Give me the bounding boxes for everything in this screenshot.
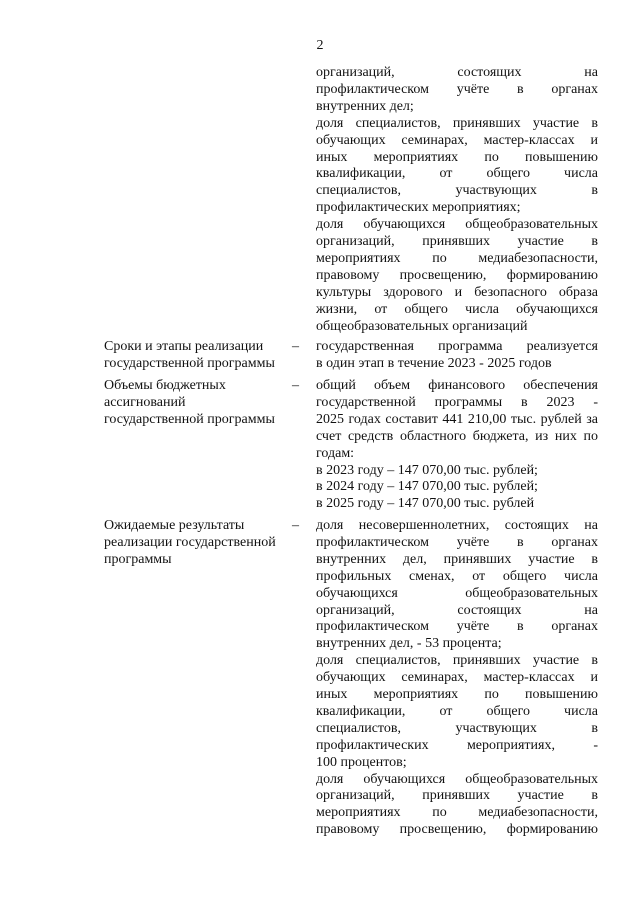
text-line: общий объем финансового обеспечения [316,378,598,393]
text-line: доля специалистов, принявших участие в [316,653,598,669]
section-dash: – [292,339,299,354]
text-line: мероприятиях по медиабезопасности, [316,805,598,821]
text-line: в 2024 году – 147 070,00 тыс. рублей; [316,479,538,495]
text-line: мероприятиях по медиабезопасности, [316,250,598,266]
text-line: внутренних дел, принявших участие в [316,551,598,567]
text-line: в 2023 году – 147 070,00 тыс. рублей; [316,462,538,478]
section-label-line: реализации государственной [104,534,276,550]
text-line: доля специалистов, принявших участие в [316,115,598,131]
text-line: государственная программа реализуется [316,339,598,354]
section-label-line: государственной программы [104,411,275,427]
section-label-line: ассигнований [104,394,186,410]
section-label-line: Объемы бюджетных [104,378,226,393]
text-line: правовому просвещению, формированию [316,267,598,283]
text-line: счет средств областного бюджета, из них по [316,428,598,444]
section-dash: – [292,378,299,393]
text-line: профилактическом учёте в органах [316,619,598,635]
text-line: жизни, от общего числа обучающихся [316,301,598,317]
text-line: профилактическом учёте в органах [316,81,598,97]
text-line: внутренних дел; [316,98,414,114]
text-line: правовому просвещению, формированию [316,822,598,838]
text-line: организаций, принявших участие в [316,788,598,804]
text-line: обучающих семинарах, мастер-классах и [316,670,598,686]
text-line: в 2025 году – 147 070,00 тыс. рублей [316,496,535,512]
text-line: профилактическом учёте в органах [316,534,598,550]
text-line: профильных сменах, от общего числа [316,568,598,584]
text-line: в один этап в течение 2023 - 2025 годов [316,355,552,371]
page-number: 2 [316,38,324,53]
text-line: государственной программы в 2023 - [316,394,598,410]
text-line: культуры здорового и безопасного образа [316,284,598,300]
text-line: доля обучающихся общеобразовательных [316,217,598,233]
text-line: обучающих семинарах, мастер-классах и [316,132,598,148]
text-line: доля несовершеннолетних, состоящих на [316,518,598,533]
text-line: профилактических мероприятиях, - [316,737,598,753]
text-line: внутренних дел, - 53 процента; [316,636,502,652]
text-line: профилактических мероприятиях; [316,200,521,216]
text-line: общеобразовательных организаций [316,318,528,334]
section-dash: – [292,518,299,533]
section-label-line: программы [104,551,172,567]
text-line: организаций, состоящих на [316,602,598,618]
text-line: 100 процентов; [316,754,407,770]
text-line: квалификации, от общего числа [316,166,598,182]
section-label-line: государственной программы [104,355,275,371]
text-line: организаций, состоящих на [316,65,598,80]
text-line: специалистов, участвующих в [316,183,598,199]
text-line: обучающихся общеобразовательных [316,585,598,601]
text-line: 2025 годах составит 441 210,00 тыс. рублей за [316,411,598,427]
text-line: квалификации, от общего числа [316,703,598,719]
text-line: годам: [316,445,355,461]
text-line: иных мероприятиях по повышению [316,149,598,165]
text-line: организаций, принявших участие в [316,234,598,249]
text-line: доля обучающихся общеобразовательных [316,771,598,787]
section-label-line: Сроки и этапы реализации [104,339,264,354]
section-label-line: Ожидаемые результаты [104,518,245,533]
text-line: иных мероприятиях по повышению [316,687,598,702]
text-line: специалистов, участвующих в [316,720,598,736]
